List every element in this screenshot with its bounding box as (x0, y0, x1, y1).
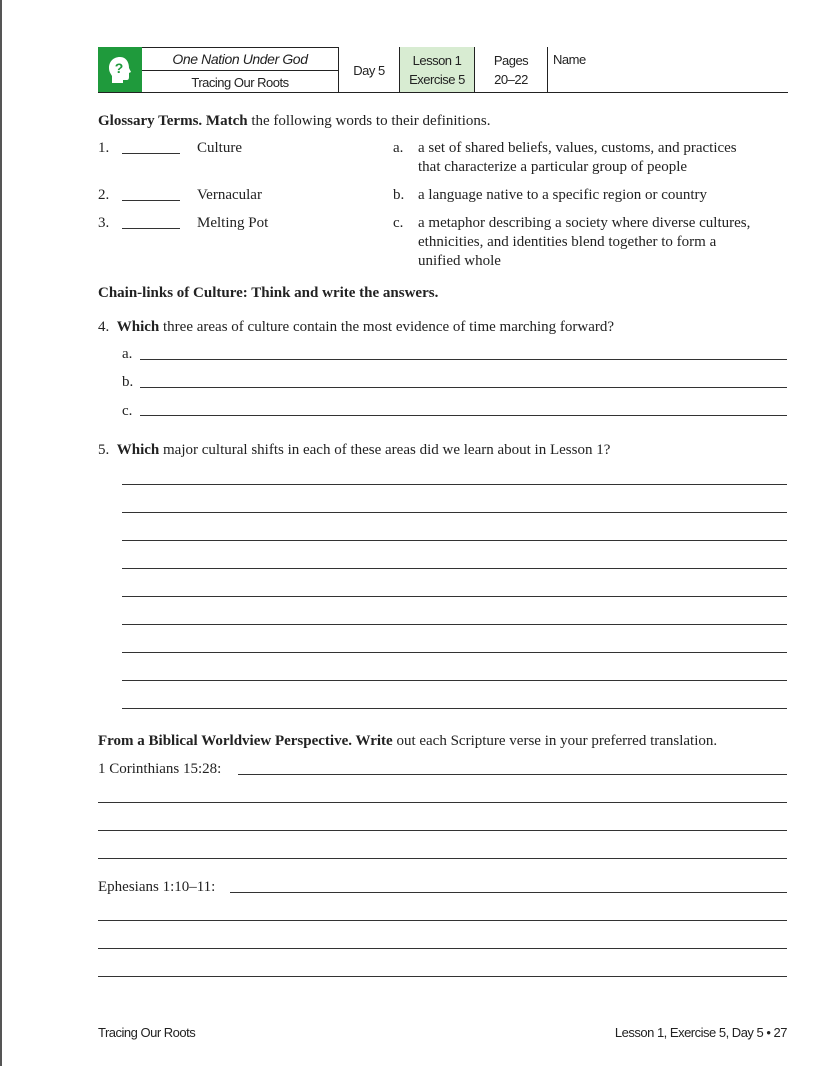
name-label: Name (553, 52, 586, 67)
answer-line[interactable] (122, 708, 787, 709)
answer-line[interactable] (140, 415, 787, 416)
answer-line[interactable] (140, 387, 787, 388)
lesson-label: Lesson 1 (412, 53, 462, 68)
chain-heading: Chain-links of Culture: Think and write the answers. (98, 285, 439, 301)
glossary-heading: Glossary Terms. Match the following words to their definitions. (98, 113, 491, 129)
question-5: 5. Which major cultural shifts in each of these areas did we learn about in Lesson 1? (98, 442, 611, 458)
answer-line[interactable] (122, 484, 787, 485)
definition-letter: c. (393, 215, 404, 231)
footer-right: Lesson 1, Exercise 5, Day 5 • 27 (614, 1025, 787, 1040)
answer-line[interactable] (140, 359, 787, 360)
header-rule (98, 92, 788, 93)
term-number: 2. (98, 187, 110, 203)
svg-text:?: ? (114, 60, 124, 76)
answer-line[interactable] (122, 540, 787, 541)
worksheet-header (98, 47, 788, 93)
answer-line[interactable] (122, 652, 787, 653)
title-cell (142, 47, 338, 93)
book-title: One Nation Under God (172, 51, 308, 67)
answer-blank[interactable] (122, 228, 180, 229)
answer-line[interactable] (98, 802, 787, 803)
definition-letter: b. (393, 187, 405, 203)
answer-line[interactable] (98, 948, 787, 949)
option-label: c. (122, 403, 133, 419)
answer-line[interactable] (98, 976, 787, 977)
day-label: Day 5 (353, 63, 385, 78)
term-melting-pot: Melting Pot (197, 215, 269, 231)
answer-line[interactable] (98, 830, 787, 831)
verse-label-ephesians: Ephesians 1:10–11: (98, 879, 216, 895)
answer-line[interactable] (122, 568, 787, 569)
option-label: b. (122, 374, 134, 390)
question-head-icon (107, 56, 133, 84)
answer-line[interactable] (98, 858, 787, 859)
page-edge (0, 0, 2, 1066)
answer-blank[interactable] (122, 200, 180, 201)
answer-line[interactable] (98, 920, 787, 921)
pages-label: Pages (493, 53, 529, 68)
definition-text: a set of shared beliefs, values, customs, and practices (418, 140, 737, 156)
exercise-label: Exercise 5 (409, 72, 465, 87)
answer-line[interactable] (122, 512, 787, 513)
answer-line[interactable] (122, 680, 787, 681)
definition-text: a language native to a specific region or country (418, 187, 708, 203)
verse-label-corinthians: 1 Corinthians 15:28: (98, 761, 222, 777)
answer-line[interactable] (122, 596, 787, 597)
definition-letter: a. (393, 140, 404, 156)
answer-line[interactable] (238, 774, 787, 775)
definition-text: ethnicities, and identities blend together to form a (418, 234, 717, 250)
term-vernacular: Vernacular (197, 187, 262, 203)
question-4: 4. Which three areas of culture contain the most evidence of time marching forward? (98, 319, 615, 335)
header-icon-box (98, 47, 142, 93)
term-number: 1. (98, 140, 110, 156)
pages-range: 20–22 (494, 72, 528, 87)
worldview-heading: From a Biblical Worldview Perspective. Write out each Scripture verse in your preferred translation. (98, 733, 718, 749)
header-divider (547, 47, 548, 93)
lesson-cell (400, 47, 474, 93)
term-culture: Culture (197, 140, 242, 156)
answer-line[interactable] (122, 624, 787, 625)
answer-blank[interactable] (122, 153, 180, 154)
definition-text: unified whole (418, 253, 501, 269)
footer-left: Tracing Our Roots (98, 1025, 196, 1040)
unit-title: Tracing Our Roots (191, 75, 289, 90)
title-divider (142, 70, 338, 71)
definition-text: a metaphor describing a society where diverse cultures, (418, 215, 751, 231)
answer-line[interactable] (230, 892, 787, 893)
term-number: 3. (98, 215, 110, 231)
definition-text: that characterize a particular group of people (418, 159, 688, 175)
option-label: a. (122, 346, 133, 362)
